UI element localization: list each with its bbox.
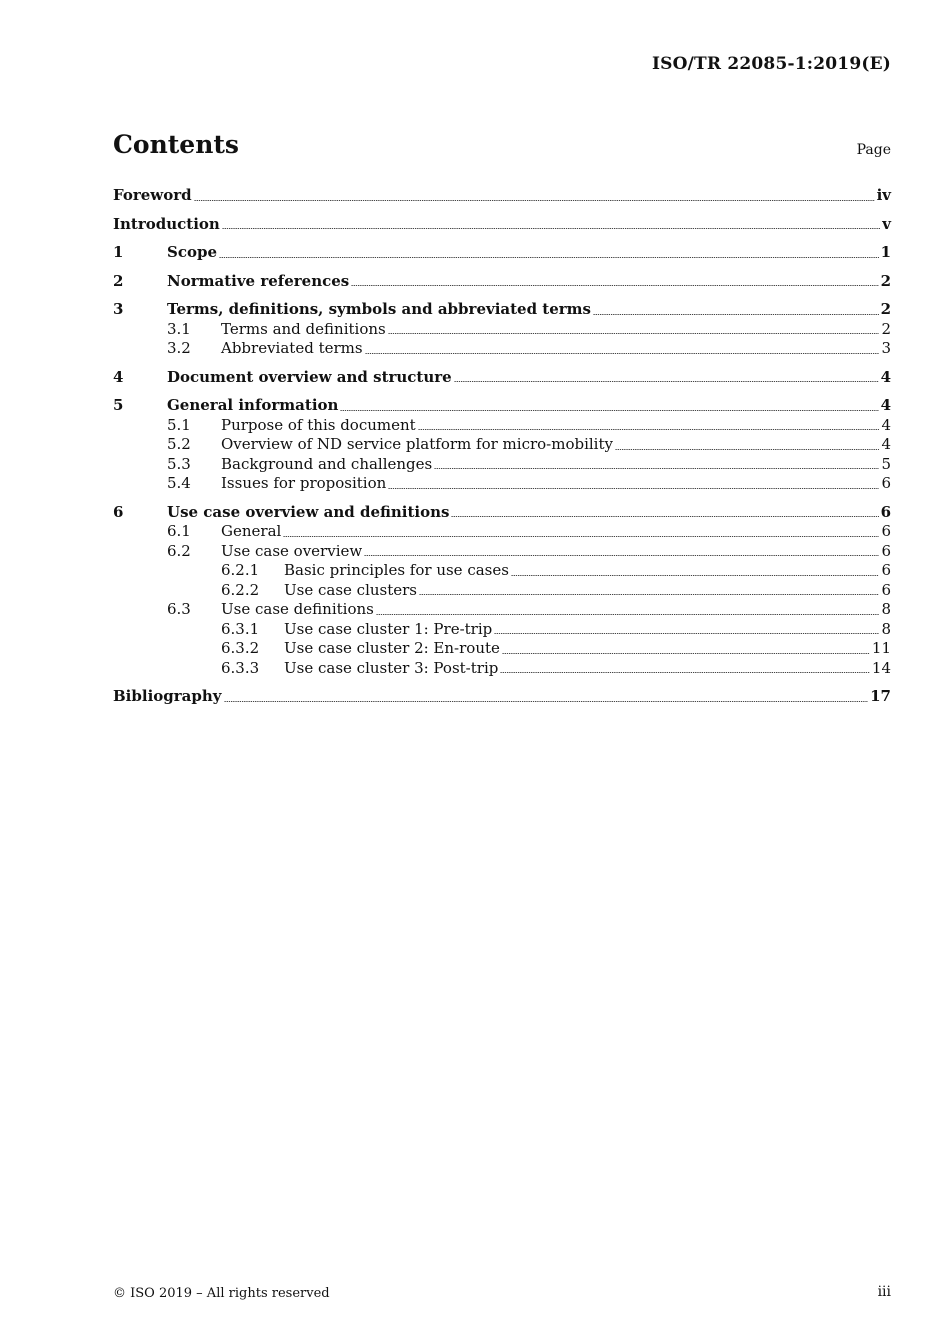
- toc-entry-page: 6: [881, 580, 891, 599]
- toc-entry-number: 6: [113, 502, 124, 521]
- toc-entry-number: 5.4: [167, 474, 191, 492]
- toc-entry-number: 4: [113, 367, 124, 386]
- toc-entry-title: Normative references: [167, 271, 350, 290]
- toc-entry-page: 6: [881, 541, 891, 560]
- toc-entry-title: Use case cluster 2: En-route: [284, 639, 500, 657]
- toc-entry-number: 2: [113, 271, 124, 290]
- toc-dot-leader: [388, 488, 879, 489]
- toc-entry-page: 6: [881, 474, 891, 492]
- toc-entry[interactable]: [113, 396, 891, 416]
- toc-entry-number: 3.2: [167, 339, 191, 357]
- toc-entry[interactable]: [113, 542, 891, 562]
- toc-entry-number: 6.3.1: [221, 619, 260, 638]
- toc-entry-title: Use case overview and definitions: [167, 502, 450, 521]
- toc-entry-page: 11: [871, 639, 891, 657]
- toc-entry-page: 4: [880, 396, 891, 414]
- toc-dot-leader: [351, 285, 878, 286]
- toc-dot-leader: [364, 555, 879, 556]
- toc-entry[interactable]: [113, 300, 891, 320]
- toc-entry-page: 4: [881, 435, 891, 453]
- toc-entry[interactable]: [113, 620, 891, 640]
- toc-entry-page: 2: [880, 271, 891, 290]
- toc-entry-number: 6.3.2: [221, 639, 260, 657]
- toc-entry[interactable]: [113, 522, 891, 542]
- toc-entry[interactable]: [113, 639, 891, 659]
- toc-entry-page: 8: [881, 619, 891, 638]
- toc-entry-number: 5.2: [167, 435, 191, 453]
- toc-entry-title: Use case cluster 3: Post-trip: [284, 658, 499, 677]
- toc-entry-title: Issues for proposition: [221, 474, 387, 492]
- toc-dot-leader: [454, 381, 879, 382]
- toc-dot-leader: [451, 516, 878, 517]
- document-id: ISO/TR 22085-1:2019(E): [651, 54, 891, 74]
- toc-entry-page: 3: [881, 339, 891, 357]
- toc-dot-leader: [615, 449, 879, 450]
- toc-dot-leader: [222, 228, 880, 229]
- toc-entry-number: 1: [113, 243, 124, 261]
- toc-entry-page: 1: [880, 243, 891, 261]
- toc-dot-leader: [511, 575, 880, 576]
- toc-dot-leader: [388, 333, 880, 334]
- toc-entry-page: 2: [881, 319, 891, 338]
- toc-entry[interactable]: [113, 272, 891, 292]
- toc-entry-page: 8: [881, 600, 891, 618]
- toc-dot-leader: [434, 468, 879, 469]
- toc-entry-title: Purpose of this document: [221, 415, 416, 434]
- toc-entry-title: Foreword: [113, 186, 192, 204]
- toc-entry[interactable]: [113, 339, 891, 359]
- toc-entry-title: General: [221, 522, 282, 540]
- toc-entry[interactable]: [113, 503, 891, 523]
- toc-entry-number: 6.2.1: [221, 561, 260, 579]
- toc-dot-leader: [500, 672, 870, 673]
- toc-entry[interactable]: [113, 474, 891, 494]
- toc-entry-title: Terms and definitions: [221, 319, 386, 338]
- toc-entry[interactable]: [113, 455, 891, 475]
- toc-entry-page: iv: [876, 186, 891, 204]
- toc-entry[interactable]: [113, 320, 891, 340]
- toc-entry[interactable]: [113, 600, 891, 620]
- toc-entry-title: Background and challenges: [221, 454, 433, 473]
- page-number: iii: [877, 1284, 891, 1300]
- toc-entry-number: 3: [113, 300, 124, 318]
- toc-dot-leader: [593, 314, 879, 315]
- toc-dot-leader: [194, 200, 875, 201]
- toc-entry-page: 4: [880, 367, 891, 386]
- toc-entry-title: Use case clusters: [284, 580, 418, 599]
- toc-entry-title: Use case cluster 1: Pre-trip: [284, 619, 493, 638]
- toc-entry-page: v: [882, 214, 891, 233]
- toc-entry-number: 5.1: [167, 415, 191, 434]
- toc-entry-number: 6.3: [167, 600, 191, 618]
- toc-entry-page: 6: [880, 502, 891, 521]
- toc-entry-page: 5: [881, 454, 891, 473]
- toc-entry[interactable]: [113, 687, 891, 707]
- toc-entry-number: 6.2: [167, 541, 191, 560]
- toc-entry[interactable]: [113, 659, 891, 679]
- toc-entry-number: 6.3.3: [221, 658, 260, 677]
- page-column-label: Page: [856, 142, 891, 158]
- toc-dot-leader: [502, 653, 870, 654]
- toc-entry-title: Use case definitions: [221, 600, 374, 618]
- toc-dot-leader: [219, 257, 879, 258]
- toc-entry[interactable]: [113, 243, 891, 263]
- toc-entry[interactable]: [113, 215, 891, 235]
- toc-entry-title: Scope: [167, 243, 218, 261]
- contents-title: Contents: [113, 130, 240, 159]
- toc-entry[interactable]: [113, 561, 891, 581]
- toc-entry-title: Terms, definitions, symbols and abbreviated terms: [167, 300, 591, 318]
- toc-dot-leader: [419, 594, 879, 595]
- toc-entry-page: 14: [871, 658, 891, 677]
- toc-dot-leader: [365, 353, 880, 354]
- toc-dot-leader: [224, 701, 869, 702]
- toc-entry-title: General information: [167, 396, 339, 414]
- toc-entry[interactable]: [113, 186, 891, 206]
- toc-entry-page: 2: [880, 300, 891, 318]
- toc-dot-leader: [340, 410, 878, 411]
- toc-entry-page: 4: [881, 415, 891, 434]
- toc-entry-title: Overview of ND service platform for micro-mobility: [221, 435, 613, 453]
- toc-entry-number: 5.3: [167, 454, 191, 473]
- toc-entry-page: 6: [881, 522, 891, 540]
- toc-entry[interactable]: [113, 416, 891, 436]
- contents-header: [113, 130, 891, 166]
- toc-entry-page: 17: [870, 687, 891, 705]
- toc-entry-title: Basic principles for use cases: [284, 561, 509, 579]
- toc-entry-title: Introduction: [113, 214, 220, 233]
- toc-dot-leader: [376, 614, 880, 615]
- toc-entry-number: 5: [113, 396, 124, 414]
- toc-entry[interactable]: [113, 368, 891, 388]
- toc-entry-number: 6.2.2: [221, 580, 260, 599]
- table-of-contents: [113, 186, 891, 707]
- toc-entry[interactable]: [113, 581, 891, 601]
- toc-entry-number: 6.1: [167, 522, 191, 540]
- toc-entry[interactable]: [113, 435, 891, 455]
- toc-dot-leader: [494, 633, 879, 634]
- toc-entry-title: Bibliography: [113, 687, 222, 705]
- toc-dot-leader: [418, 429, 880, 430]
- toc-entry-title: Document overview and structure: [167, 367, 452, 386]
- toc-entry-page: 6: [881, 561, 891, 579]
- copyright-notice: © ISO 2019 – All rights reserved: [113, 1286, 330, 1301]
- toc-entry-title: Abbreviated terms: [221, 339, 363, 357]
- toc-entry-title: Use case overview: [221, 541, 363, 560]
- toc-dot-leader: [283, 536, 879, 537]
- toc-entry-number: 3.1: [167, 319, 191, 338]
